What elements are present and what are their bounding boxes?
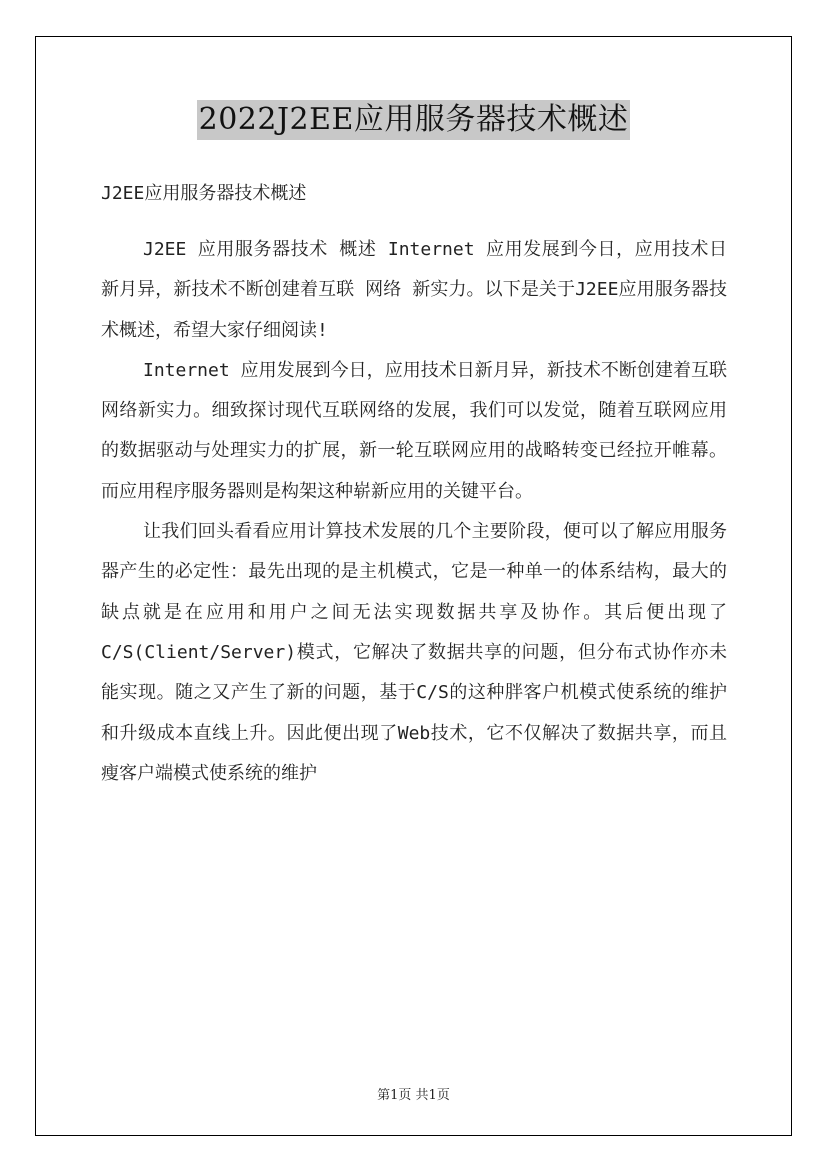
- document-title: 2022J2EE应用服务器技术概述: [197, 100, 631, 140]
- document-subtitle: J2EE应用服务器技术概述: [101, 183, 307, 204]
- paragraph-2: Internet 应用发展到今日，应用技术日新月异，新技术不断创建着互联网络新实力。细致探讨现代互联网络的发展，我们可以发觉，随着互联网应用的数据驱动与处理实力的扩展，新一轮互联网应用的战略转变已经拉开帷幕。而应用程序服务器则是构架这种崭新应用的关键平台。: [101, 359, 727, 502]
- document-body: [101, 230, 727, 794]
- title-container: [0, 100, 827, 140]
- page-footer: 第1页 共1页: [377, 1088, 450, 1103]
- paragraph-3: 让我们回头看看应用计算技术发展的几个主要阶段，便可以了解应用服务器产生的必定性：最先出现的是主机模式，它是一种单一的体系结构，最大的缺点就是在应用和用户之间无法实现数据共享及协作。其后便出现了C/S(Client/Server)模式，它解决了数据共享的问题，但分布式协作亦未能实现。随之又产生了新的问题，基于C/S的这种胖客户机模式使系统的维护和升级成本直线上升。因此便出现了Web技术，它不仅解决了数据共享，而且瘦客户端模式使系统的维护: [101, 521, 727, 784]
- paragraph-1: J2EE 应用服务器技术 概述 Internet 应用发展到今日，应用技术日新月异，新技术不断创建着互联 网络 新实力。以下是关于J2EE应用服务器技术概述，希望大家仔细阅读!: [101, 239, 727, 341]
